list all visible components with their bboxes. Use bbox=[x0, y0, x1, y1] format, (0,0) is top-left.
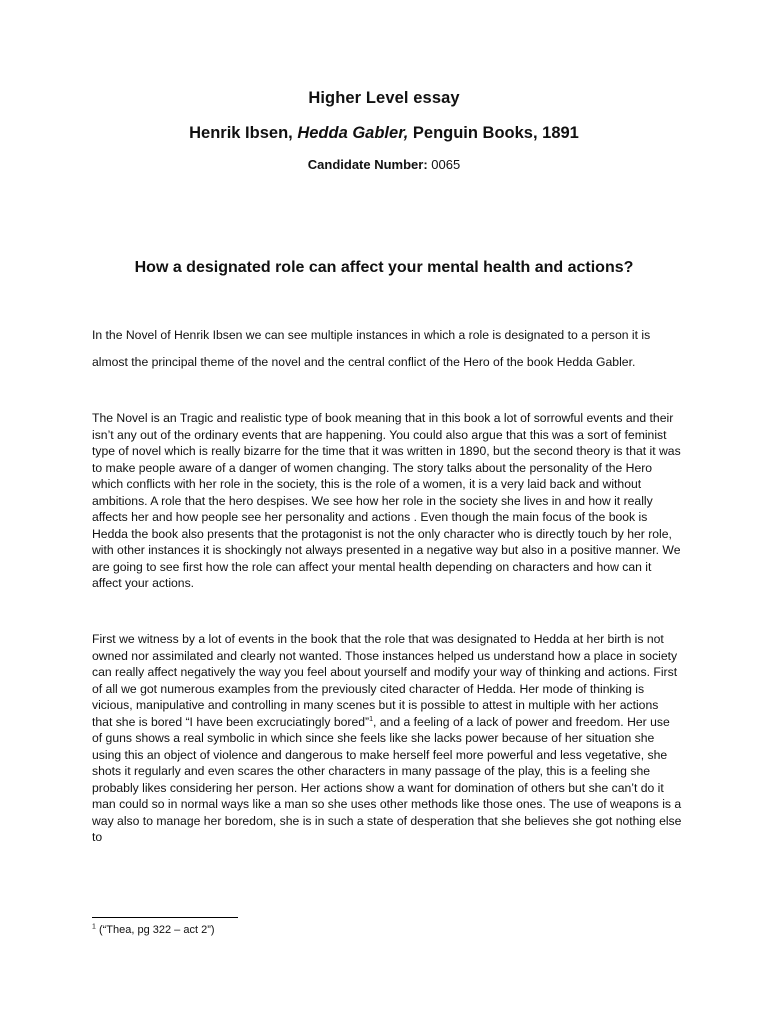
footnote-reference: 1 bbox=[369, 715, 373, 723]
footnote-number: 1 bbox=[92, 923, 96, 931]
candidate-label: Candidate Number: bbox=[307, 157, 428, 172]
footnote-text: (“Thea, pg 322 – act 2”) bbox=[95, 924, 215, 936]
paragraph-introduction: In the Novel of Henrik Ibsen we can see multiple instances in which a role is designated to a person it is almost the principal theme of the novel and the central conflict of the Hero of the book Hedda Gabler. bbox=[92, 328, 651, 369]
book-author: Henrik Ibsen, bbox=[189, 124, 298, 142]
footnote bbox=[92, 924, 215, 936]
candidate-value: 0065 bbox=[427, 157, 461, 172]
paragraph-hedda-analysis bbox=[92, 631, 682, 846]
essay-level-title: Higher Level essay bbox=[308, 89, 460, 107]
paragraph-novel-overview: The Novel is an Tragic and realistic type of book meaning that in this book a lot of sorrowful events and their isn’t any out of the ordinary events that are happening. You could also argue that this was a sort of feminist type of novel which is really bizarre for the time that it was written in 1890, but the second theory is that it was to make people aware of a danger of women changing. The story talks about the personality of the Hero which conflicts with her role in the society, this is the role of a women, it is a very laid back and without ambitions. A role that the hero despises. We see how her role in the society she lives in and how it really affects her and how people see her personality and actions . Even though the main focus of the book is Hedda the book also presents that the protagonist is not the only character who is directly touch by her role, with other instances it is shockingly not always presented in a negative way but also in a positive manner. We are going to see first how the role can affect your mental health depending on characters and how can it affect your actions. bbox=[92, 411, 681, 590]
paragraph-text-part1: First we witness by a lot of events in the book that the role that was designated to Hedda at her birth is not owned nor assimilated and clearly not wanted. Those instances helped us understand how a place in society can really affect negatively the way you feel about yourself and modify your way of thinking and actions. First of all we got numerous examples from the previously cited character of Hedda. Her mode of thinking is vicious, manipulative and controlling in many scenes but it is possible to attest in multiple with her actions that she is bored “I have been excruciatingly bored” bbox=[92, 632, 678, 729]
footnote-divider bbox=[92, 917, 238, 918]
book-publisher: Penguin Books, 1891 bbox=[408, 124, 579, 142]
book-citation bbox=[0, 124, 768, 143]
candidate-number bbox=[0, 157, 768, 172]
essay-question: How a designated role can affect your mental health and actions? bbox=[134, 259, 634, 276]
book-title: Hedda Gabler, bbox=[297, 124, 409, 142]
paragraph-text-part2: , and a feeling of a lack of power and freedom. Her use of guns shows a real symbolic in which since she feels like she lacks power because of her situation she using this an object of violence and dangerous to make herself feel more powerful and less vegetative, she shots it regularly and even scares the other characters in many passage of the play, this is a feeling she probably likes considering her person. Her actions show a want for domination of others but she can’t do it man could so in normal ways like a man so she uses other methods like those ones. The use of weapons is a way also to manage her boredom, she is in such a state of desperation that she believes she got nothing else to bbox=[92, 714, 682, 844]
